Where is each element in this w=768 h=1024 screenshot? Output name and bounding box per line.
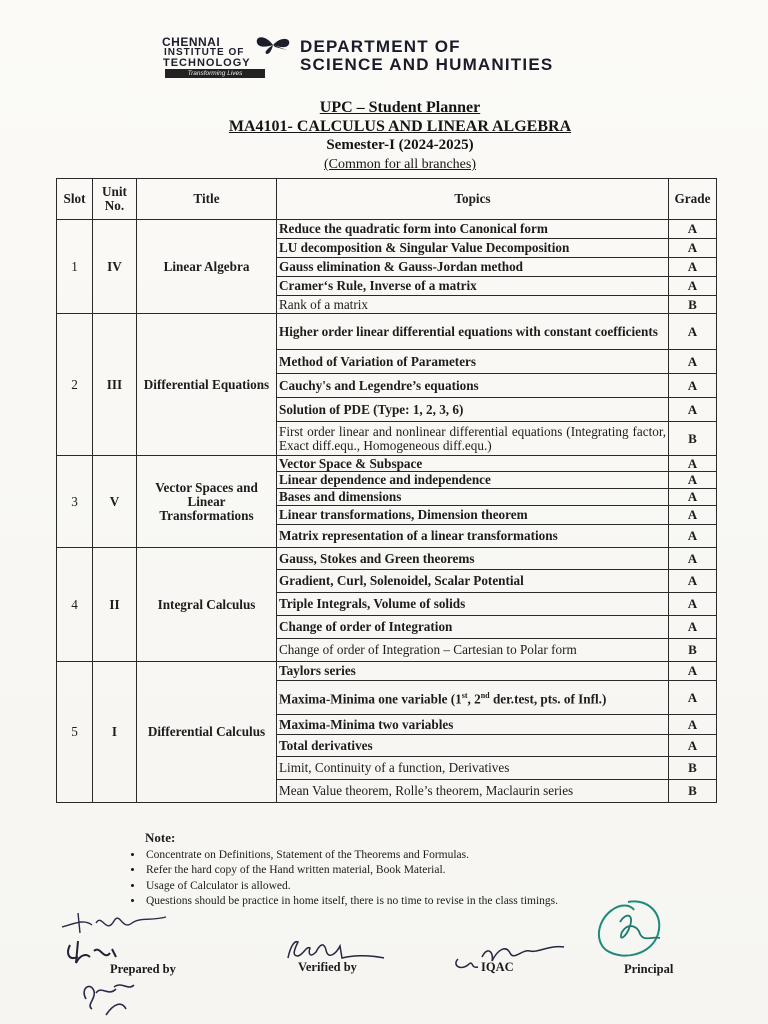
unit-cell: I [93,662,137,803]
table-row [57,220,717,239]
topic-cell: Maxima-Minima two variables [277,715,669,735]
grade-cell: A [669,314,717,350]
topic-cell: Bases and dimensions [277,489,669,506]
notes-list [118,848,638,910]
header-slot: Slot [57,179,93,220]
topic-cell: Cramer‘s Rule, Inverse of a matrix [277,277,669,296]
department-line2: SCIENCE AND HUMANITIES [300,55,554,74]
topic-cell: Change of order of Integration – Cartesian to Polar form [277,639,669,662]
grade-cell: A [669,735,717,757]
topic-cell: Gauss, Stokes and Green theorems [277,548,669,570]
principal-signature [590,892,670,972]
grade-cell: A [669,570,717,593]
header-grade: Grade [669,179,717,220]
semester-title: Semester-I (2024-2025) [326,137,474,153]
title-cell: Integral Calculus [137,548,277,662]
table-row [57,548,717,570]
grade-cell: B [669,757,717,780]
common-branches-note: (Common for all branches) [323,157,476,172]
table-header-row [57,179,717,220]
logo-line3: TECHNOLOGY [163,57,251,69]
grade-cell: B [669,639,717,662]
note-item: • Usage of Calculator is allowed. [144,879,638,895]
grade-cell: B [669,780,717,803]
course-title: MA4101- CALCULUS AND LINEAR ALGEBRA [228,118,572,135]
topic-cell: Total derivatives [277,735,669,757]
planner-table [56,178,717,803]
header-topics: Topics [277,179,669,220]
topic-cell: Change of order of Integration [277,616,669,639]
unit-cell: II [93,548,137,662]
grade-cell: A [669,616,717,639]
slot-cell: 5 [57,662,93,803]
topic-cell: Rank of a matrix [277,296,669,314]
topic-cell: First order linear and nonlinear differential equations (Integrating factor, Exact diff.equ., Homogeneous diff.equ.) [277,422,669,456]
title-cell: Linear Algebra [137,220,277,314]
table-row [57,314,717,350]
topic-cell: Cauchy's and Legendre’s equations [277,374,669,398]
grade-cell: A [669,506,717,525]
notes-section [118,830,638,910]
department-line1: DEPARTMENT OF [300,37,461,56]
note-item: • Concentrate on Definitions, Statement of the Theorems and Formulas. [144,848,638,864]
topic-cell: Linear dependence and independence [277,472,669,489]
grade-cell: A [669,277,717,296]
grade-cell: A [669,525,717,548]
slot-cell: 3 [57,456,93,548]
logo-tagline: Transforming Lives [165,69,265,78]
header-title: Title [137,179,277,220]
notes-heading: Note: [145,830,176,845]
topic-cell: Linear transformations, Dimension theorem [277,506,669,525]
topic-cell: Gauss elimination & Gauss-Jordan method [277,258,669,277]
unit-cell: III [93,314,137,456]
document-titles [140,98,660,174]
grade-cell: A [669,220,717,239]
grade-cell: B [669,422,717,456]
grade-cell: A [669,472,717,489]
topic-cell: LU decomposition & Singular Value Decomposition [277,239,669,258]
topic-cell: Higher order linear differential equations with constant coefficients [277,314,669,350]
department-heading [300,38,620,74]
logo-line2: INSTITUTE OF [164,47,245,58]
title-cell: Differential Equations [137,314,277,456]
table-row [57,662,717,681]
grade-cell: A [669,398,717,422]
iqac-label: IQAC [481,960,514,974]
topic-cell: Gradient, Curl, Solenoidel, Scalar Potential [277,570,669,593]
grade-cell: A [669,456,717,472]
grade-cell: A [669,662,717,681]
note-item: • Refer the hard copy of the Hand written material, Book Material. [144,863,638,879]
header-unit: Unit No. [93,179,137,220]
topic-cell: Vector Space & Subspace [277,456,669,472]
title-cell: Differential Calculus [137,662,277,803]
unit-cell: V [93,456,137,548]
grade-cell: A [669,350,717,374]
grade-cell: A [669,715,717,735]
grade-cell: A [669,548,717,570]
butterfly-icon [253,34,293,56]
planner-title: UPC – Student Planner [319,99,481,116]
topic-cell: Limit, Continuity of a function, Derivatives [277,757,669,780]
grade-cell: B [669,296,717,314]
slot-cell: 4 [57,548,93,662]
title-cell: Vector Spaces and Linear Transformations [137,456,277,548]
prepared-by-label: Prepared by [110,962,176,976]
topic-cell: Reduce the quadratic form into Canonical form [277,220,669,239]
grade-cell: A [669,489,717,506]
logo-line1: CHENNAI [162,35,221,49]
table-row [57,456,717,472]
topic-cell: Solution of PDE (Type: 1, 2, 3, 6) [277,398,669,422]
slot-cell: 1 [57,220,93,314]
grade-cell: A [669,239,717,258]
grade-cell: A [669,258,717,277]
topic-cell: Method of Variation of Parameters [277,350,669,374]
grade-cell: A [669,681,717,715]
unit-cell: IV [93,220,137,314]
grade-cell: A [669,374,717,398]
topic-cell: Matrix representation of a linear transformations [277,525,669,548]
institute-logo [162,36,290,78]
topic-cell: Triple Integrals, Volume of solids [277,593,669,616]
verified-by-label: Verified by [298,960,357,974]
topic-cell: Mean Value theorem, Rolle’s theorem, Maclaurin series [277,780,669,803]
topic-cell: Taylors series [277,662,669,681]
slot-cell: 2 [57,314,93,456]
note-item: • Questions should be practice in home itself, there is no time to revise in the class timings. [144,894,638,910]
topic-cell: Maxima-Minima one variable (1st, 2nd der.test, pts. of Infl.) [277,681,669,715]
principal-label: Principal [624,962,674,976]
grade-cell: A [669,593,717,616]
